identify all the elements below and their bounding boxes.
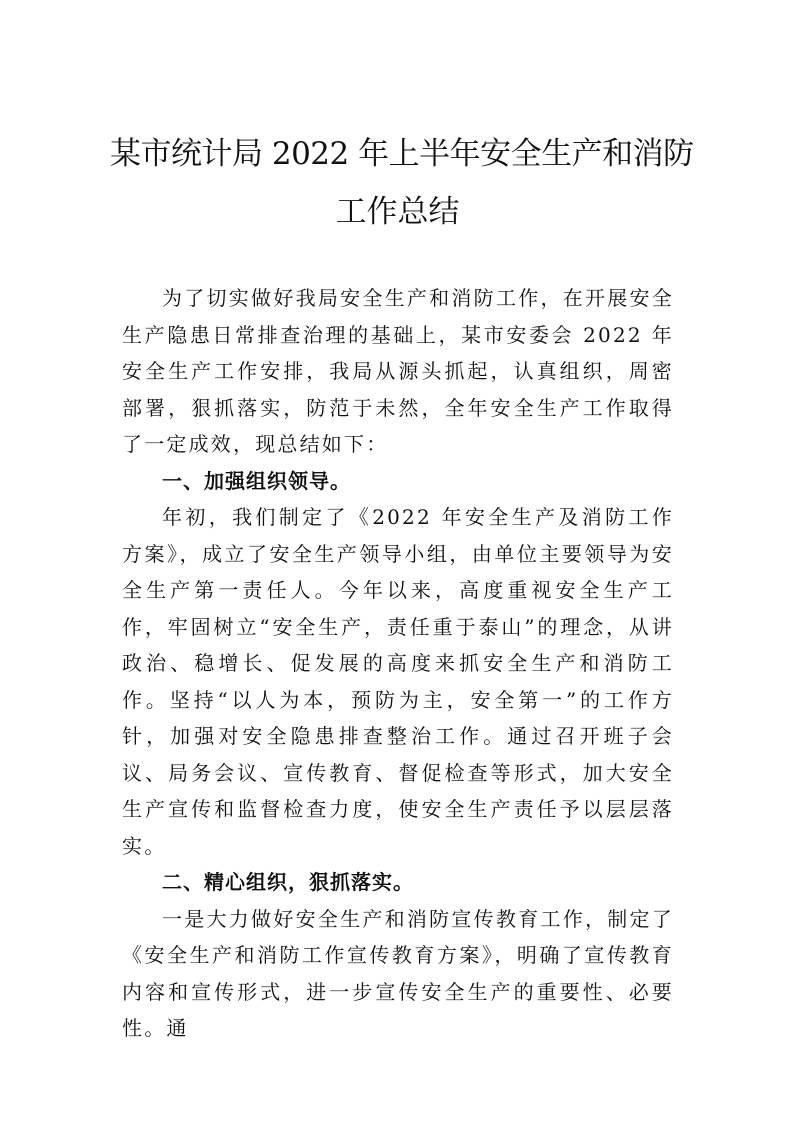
section-1-heading: 一、加强组织领导。: [162, 468, 351, 493]
document-body: [122, 280, 674, 1047]
section-2-paragraph: 一是大力做好安全生产和消防宣传教育工作，制定了《安全生产和消防工作宣传教育方案》，明确了宣传教育内容和宣传形式，进一步宣传安全生产的重要性、必要性。通: [122, 906, 674, 1040]
section-1-paragraph: 年初，我们制定了《2022 年安全生产及消防工作方案》，成立了安全生产领导小组，由单位主要领导为安全生产第一责任人。今年以来，高度重视安全生产工作，牢固树立“安全生产，责任重于泰山”的理念，从讲政治、稳增长、促发展的高度来抓安全生产和消防工作。坚持“以人为本，预防为主，安全第一”的工作方针，加强对安全隐患排查整治工作。通过召开班子会议、局务会议、宣传教育、督促检查等形式，加大安全生产宣传和监督检查力度，使安全生产责任予以层层落实。: [122, 505, 674, 858]
title-line-2: 工作总结: [335, 194, 460, 230]
title-line-1: 某市统计局 2022 年上半年安全生产和消防: [110, 136, 694, 172]
intro-paragraph: 为了切实做好我局安全生产和消防工作，在开展安全生产隐患日常排查治理的基础上，某市安委会 2022 年安全生产工作安排，我局从源头抓起，认真组织，周密部署，狠抓落实，防范于未然，全年安全生产工作取得了一定成效，现总结如下：: [122, 286, 674, 456]
document-title: [110, 128, 694, 238]
section-2-heading: 二、精心组织，狠抓落实。: [162, 870, 414, 894]
